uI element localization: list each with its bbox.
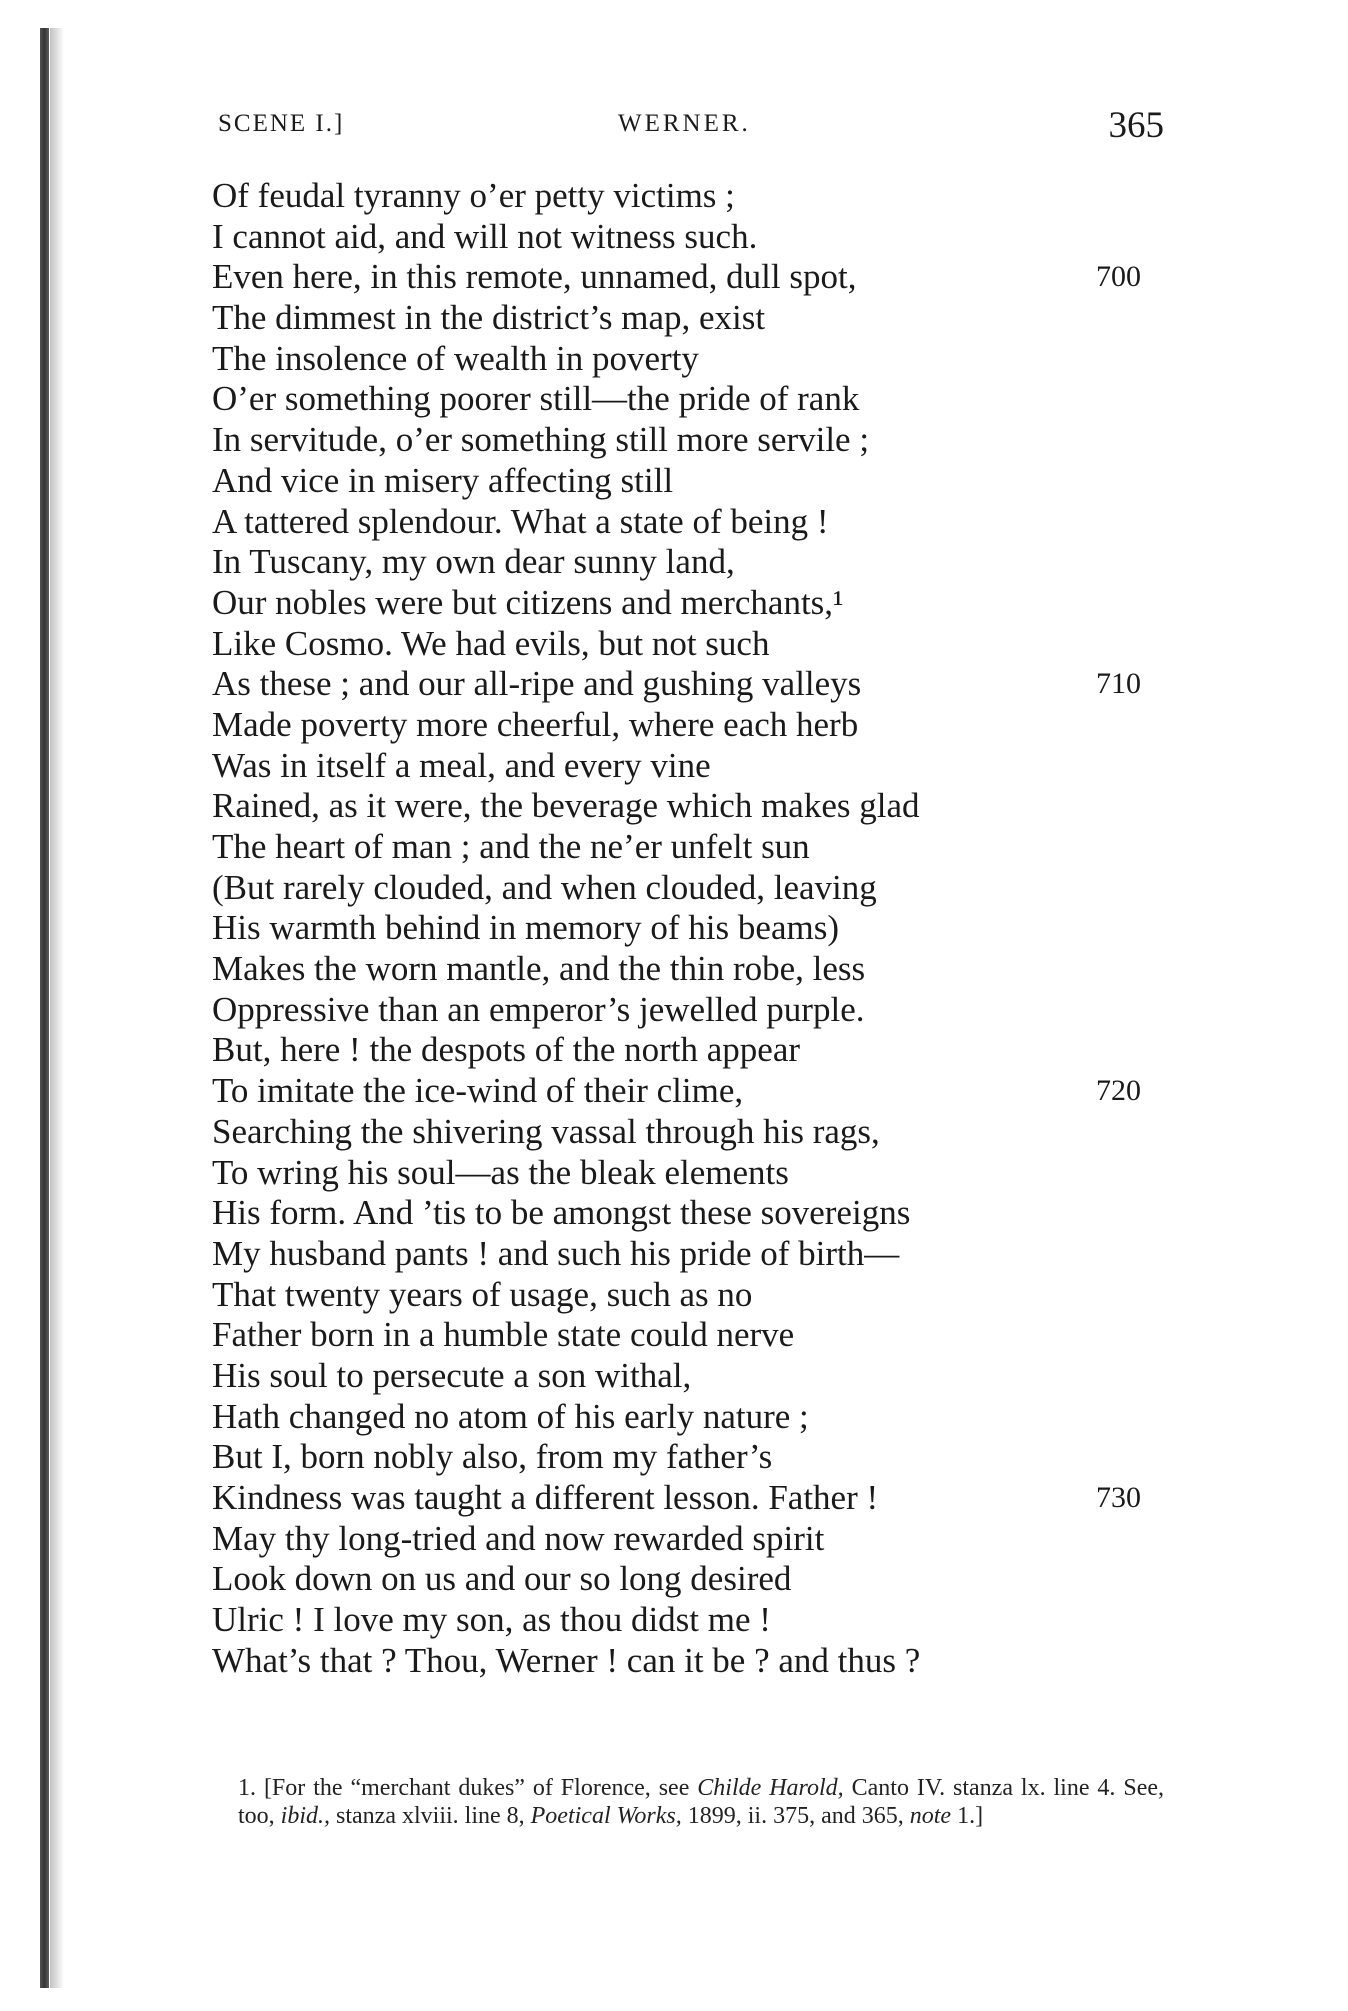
verse-line	[212, 257, 1172, 298]
line-number: 700	[1096, 260, 1141, 294]
verse-line-text: What’s that ? Thou, Werner ! can it be ? and thus ?	[212, 1640, 921, 1680]
header-scene: SCENE I.]	[218, 110, 345, 137]
verse-line	[212, 176, 1172, 217]
verse-line-text: In servitude, o’er something still more servile ;	[212, 420, 870, 460]
verse-line	[212, 1478, 1172, 1519]
verse-line	[212, 1315, 1172, 1356]
verse-line-text: His form. And ’tis to be amongst these sovereigns	[212, 1193, 911, 1233]
footnote	[212, 1774, 1164, 1830]
verse-line	[212, 1112, 1172, 1153]
verse-line	[212, 705, 1172, 746]
verse-line-text: That twenty years of usage, such as no	[212, 1274, 753, 1314]
verse-line-text: Rained, as it were, the beverage which makes glad	[212, 786, 920, 826]
verse-line-text: Look down on us and our so long desired	[212, 1559, 792, 1599]
verse-line	[212, 502, 1172, 543]
verse-line	[212, 298, 1172, 339]
verse-line-text: The insolence of wealth in poverty	[212, 338, 699, 378]
verse-line-text: O’er something poorer still—the pride of rank	[212, 379, 860, 419]
verse-line-text: May thy long-tried and now rewarded spirit	[212, 1518, 825, 1558]
verse-line	[212, 583, 1172, 624]
verse-line-text: His soul to persecute a son withal,	[212, 1355, 692, 1395]
verse-line	[212, 379, 1172, 420]
verse-line	[212, 868, 1172, 909]
footnote-text: 1. [For the “merchant dukes” of Florence, see Childe Harold, Canto IV. stanza lx. line 4. See, too, ibid., stanza xlviii. line 8, Poetical Works, 1899, ii. 375, and 365, note 1.]	[238, 1775, 1165, 1829]
verse-line-text: (But rarely clouded, and when clouded, leaving	[212, 867, 877, 907]
verse-line	[212, 990, 1172, 1031]
running-header	[218, 104, 1164, 154]
verse-line	[212, 1234, 1172, 1275]
book-spine-shadow	[40, 28, 49, 1988]
verse-line-text: And vice in misery affecting still	[212, 460, 674, 500]
footnote-marker: 1.	[238, 1775, 256, 1801]
verse-line	[212, 217, 1172, 258]
verse-line	[212, 664, 1172, 705]
verse-line	[212, 746, 1172, 787]
verse-line	[212, 1030, 1172, 1071]
verse-line-text: The dimmest in the district’s map, exist	[212, 298, 766, 338]
book-spine-fade	[50, 28, 64, 1988]
verse-line-text: His warmth behind in memory of his beams)	[212, 908, 839, 948]
verse-line-text: Made poverty more cheerful, where each herb	[212, 704, 859, 744]
verse-line-text: Even here, in this remote, unnamed, dull spot,	[212, 257, 857, 297]
verse-line	[212, 420, 1172, 461]
verse-line	[212, 1071, 1172, 1112]
verse-line	[212, 1600, 1172, 1641]
verse-line-text: My husband pants ! and such his pride of birth—	[212, 1233, 900, 1273]
verse-line	[212, 1275, 1172, 1316]
verse-line	[212, 624, 1172, 665]
verse-line-text: Searching the shivering vassal through his rags,	[212, 1111, 880, 1151]
verse-line-text: Kindness was taught a different lesson. Father !	[212, 1478, 879, 1517]
verse-line	[212, 786, 1172, 827]
verse-line-text: Ulric ! I love my son, as thou didst me !	[212, 1600, 771, 1640]
verse-line	[212, 949, 1172, 990]
verse-line-text: To imitate the ice-wind of their clime,	[212, 1071, 744, 1111]
verse-line	[212, 1559, 1172, 1600]
verse-line-text: But, here ! the despots of the north appear	[212, 1030, 801, 1070]
verse-line-text: Hath changed no atom of his early nature ;	[212, 1396, 809, 1436]
verse-line	[212, 1437, 1172, 1478]
verse-line-text: Of feudal tyranny o’er petty victims ;	[212, 176, 735, 215]
page-number: 365	[1108, 105, 1164, 146]
verse-line	[212, 827, 1172, 868]
verse-line-text: In Tuscany, my own dear sunny land,	[212, 542, 735, 582]
line-number: 710	[1096, 667, 1141, 701]
verse-line	[212, 908, 1172, 949]
line-number: 720	[1096, 1074, 1141, 1108]
verse-line-text: To wring his soul—as the bleak elements	[212, 1152, 789, 1192]
verse-line	[212, 542, 1172, 583]
verse-line-text: Father born in a humble state could nerve	[212, 1315, 795, 1355]
verse-line	[212, 1153, 1172, 1194]
verse-line	[212, 1519, 1172, 1560]
verse-line-text: I cannot aid, and will not witness such.	[212, 216, 758, 256]
verse-line-text: Oppressive than an emperor’s jewelled purple.	[212, 989, 865, 1029]
verse-line	[212, 1397, 1172, 1438]
line-number: 730	[1096, 1481, 1141, 1514]
verse-block	[212, 176, 1172, 1681]
verse-line	[212, 461, 1172, 502]
verse-line	[212, 1641, 1172, 1682]
verse-line	[212, 1356, 1172, 1397]
verse-line-text: A tattered splendour. What a state of being !	[212, 501, 829, 541]
verse-line-text: The heart of man ; and the ne’er unfelt sun	[212, 827, 810, 866]
verse-line-text: Makes the worn mantle, and the thin robe, less	[212, 949, 866, 989]
header-title: WERNER.	[618, 110, 751, 137]
verse-line-text: Our nobles were but citizens and merchants,¹	[212, 582, 844, 622]
verse-line-text: As these ; and our all-ripe and gushing valleys	[212, 664, 862, 704]
verse-line	[212, 1193, 1172, 1234]
verse-line-text: Like Cosmo. We had evils, but not such	[212, 623, 770, 663]
verse-line-text: Was in itself a meal, and every vine	[212, 745, 711, 785]
verse-line	[212, 339, 1172, 380]
verse-line-text: But I, born nobly also, from my father’s	[212, 1437, 773, 1477]
